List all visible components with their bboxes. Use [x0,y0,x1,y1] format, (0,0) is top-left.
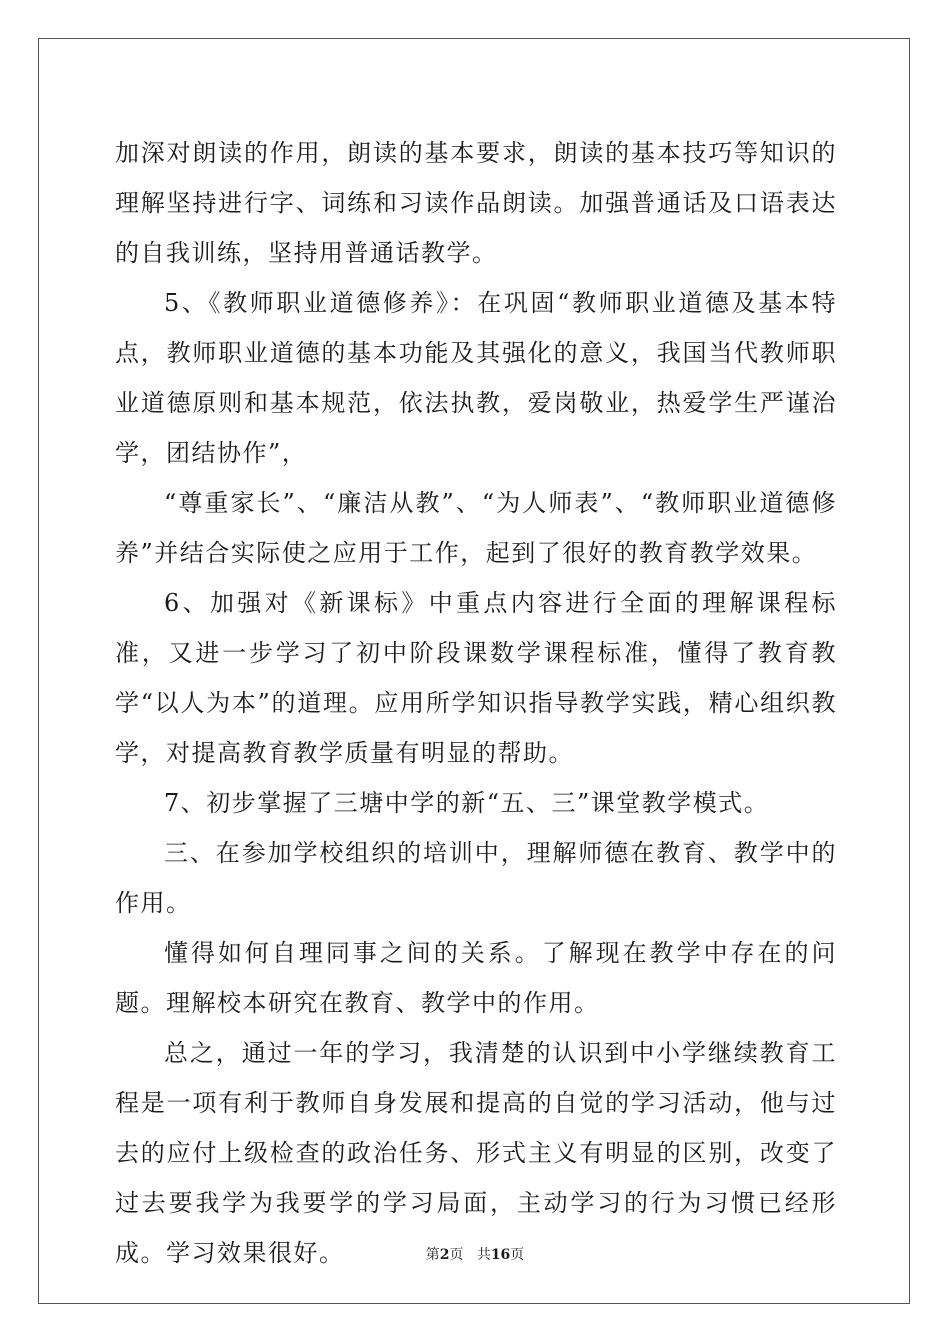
paragraph: 6、加强对《新课标》中重点内容进行全面的理解课程标准，又进一步学习了初中阶段课数学课程标准，懂得了教育教学“以人为本”的道理。应用所学知识指导教学实践，精心组织教学，对提高教育教学质量有明显的帮助。 [115,589,837,767]
paragraph: 加深对朗读的作用，朗读的基本要求，朗读的基本技巧等知识的理解坚持进行字、词练和习读作品朗读。加强普通话及口语表达的自我训练，坚持用普通话教学。 [115,139,837,267]
paragraph: 7、初步掌握了三塘中学的新“五、三”课堂教学模式。 [164,789,770,817]
total-prefix: 共 [476,1247,491,1263]
paragraph: 5、《教师职业道德修养》：在巩固“教师职业道德及基本特点，教师职业道德的基本功能及其强化的意义，我国当代教师职业道德原则和基本规范，依法执教，爱岗敬业，热爱学生严谨治学，团结协作”， [115,289,837,467]
total-pages: 16 [490,1247,511,1263]
document-body [115,128,837,1278]
paragraph: 三、在参加学校组织的培训中，理解师德在教育、教学中的作用。 [115,839,837,917]
paragraph: 总之，通过一年的学习，我清楚的认识到中小学继续教育工程是一项有利于教师自身发展和提高的自觉的学习活动，他与过去的应付上级检查的政治任务、形式主义有明显的区别，改变了过去要我学为我要学的学习局面，主动学习的行为习惯已经形成。学习效果很好。 [115,1039,837,1267]
page-suffix: 页 [449,1247,464,1263]
page-footer [0,1244,950,1264]
page-number: 2 [439,1247,450,1263]
paragraph: “尊重家长”、“廉洁从教”、“为人师表”、“教师职业道德修养”并结合实际使之应用于工作，起到了很好的教育教学效果。 [115,489,837,567]
page-prefix: 第 [425,1247,440,1263]
total-suffix: 页 [510,1247,525,1263]
paragraph: 懂得如何自理同事之间的关系。了解现在教学中存在的问题。理解校本研究在教育、教学中的作用。 [115,939,837,1017]
